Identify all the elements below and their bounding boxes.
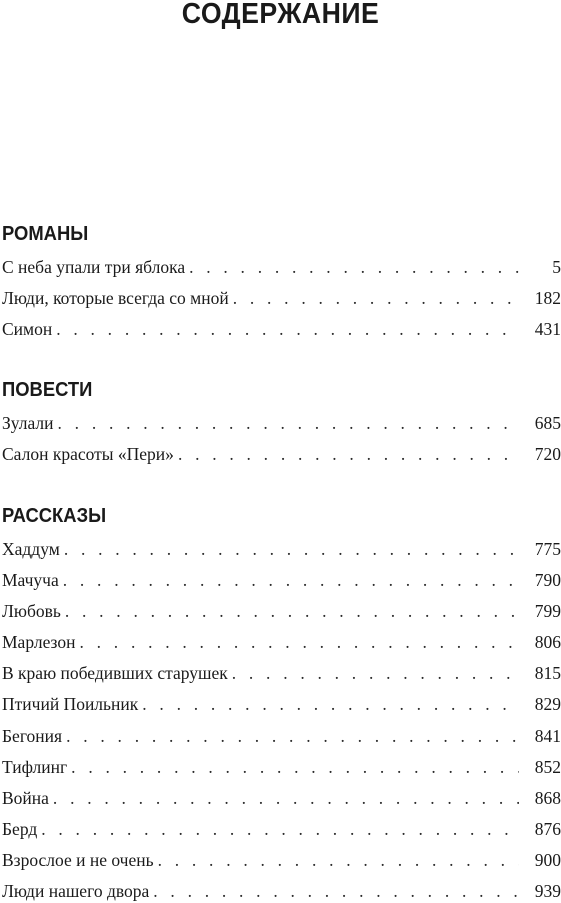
dot-leader	[153, 879, 519, 903]
page-number: 876	[534, 819, 561, 839]
entry-title: Берд	[2, 819, 38, 839]
toc-entry[interactable]	[2, 786, 561, 810]
entry-title: Хаддум	[2, 539, 60, 559]
entry-title: Тифлинг	[2, 757, 68, 777]
page-title: СОДЕРЖАНИЕ	[181, 0, 380, 30]
page-number: 182	[534, 288, 561, 308]
dot-leader	[63, 568, 519, 592]
entry-title: Война	[2, 788, 49, 808]
dot-leader	[142, 692, 519, 716]
entry-title: Взрослое и не очень	[2, 850, 154, 870]
page-number: 799	[534, 601, 561, 621]
toc-entry[interactable]	[2, 442, 561, 466]
toc-entry[interactable]	[2, 879, 561, 903]
dot-leader	[58, 411, 519, 435]
entry-title: Бегония	[2, 726, 63, 746]
toc-entry[interactable]	[2, 537, 561, 561]
dot-leader	[65, 599, 519, 623]
entry-title: Люди нашего двора	[2, 881, 150, 901]
toc-entry[interactable]	[2, 755, 561, 779]
toc-entry[interactable]	[2, 411, 561, 435]
toc-entry[interactable]	[2, 286, 561, 310]
section-heading-stories: РАССКАЗЫ	[2, 505, 107, 527]
entry-title: Симон	[2, 319, 53, 339]
entry-title: Люди, которые всегда со мной	[2, 288, 229, 308]
entry-title: Зулали	[2, 413, 54, 433]
dot-leader	[71, 755, 519, 779]
page-number: 790	[534, 570, 561, 590]
entry-title: Салон красоты «Пери»	[2, 444, 174, 464]
dot-leader	[41, 817, 519, 841]
toc-entry[interactable]	[2, 568, 561, 592]
dot-leader	[53, 786, 519, 810]
page-number: 939	[534, 881, 561, 901]
page-number: 852	[534, 757, 561, 777]
dot-leader	[158, 848, 519, 872]
dot-leader	[66, 724, 519, 748]
dot-leader	[189, 255, 519, 279]
dot-leader	[232, 661, 519, 685]
toc-entry[interactable]	[2, 599, 561, 623]
dot-leader	[178, 442, 519, 466]
toc-entry[interactable]	[2, 630, 561, 654]
section-heading-novellas: ПОВЕСТИ	[2, 379, 93, 401]
toc-entry[interactable]	[2, 724, 561, 748]
entry-title: Птичий Поильник	[2, 694, 139, 714]
dot-leader	[56, 317, 519, 341]
page-number: 806	[534, 632, 561, 652]
page-number: 868	[534, 788, 561, 808]
entry-title: Мачуча	[2, 570, 59, 590]
toc-entry[interactable]	[2, 317, 561, 341]
page-number: 900	[534, 850, 561, 870]
page-number: 841	[534, 726, 561, 746]
toc-entry[interactable]	[2, 848, 561, 872]
entry-title: Марлезон	[2, 632, 76, 652]
toc-entry[interactable]	[2, 692, 561, 716]
section-heading-novels: РОМАНЫ	[2, 223, 89, 245]
entry-title: С неба упали три яблока	[2, 257, 186, 277]
toc-entry[interactable]	[2, 817, 561, 841]
page-number: 775	[534, 539, 561, 559]
dot-leader	[233, 286, 519, 310]
page-number: 431	[534, 319, 561, 339]
entry-title: В краю победивших старушек	[2, 663, 228, 683]
toc-entry[interactable]	[2, 661, 561, 685]
page-number: 5	[552, 257, 561, 277]
toc-entry[interactable]	[2, 255, 561, 279]
entry-title: Любовь	[2, 601, 61, 621]
page-number: 685	[534, 413, 561, 433]
page-number: 829	[534, 694, 561, 714]
dot-leader	[80, 630, 520, 654]
dot-leader	[64, 537, 519, 561]
page-number: 815	[534, 663, 561, 683]
page-number: 720	[534, 444, 561, 464]
